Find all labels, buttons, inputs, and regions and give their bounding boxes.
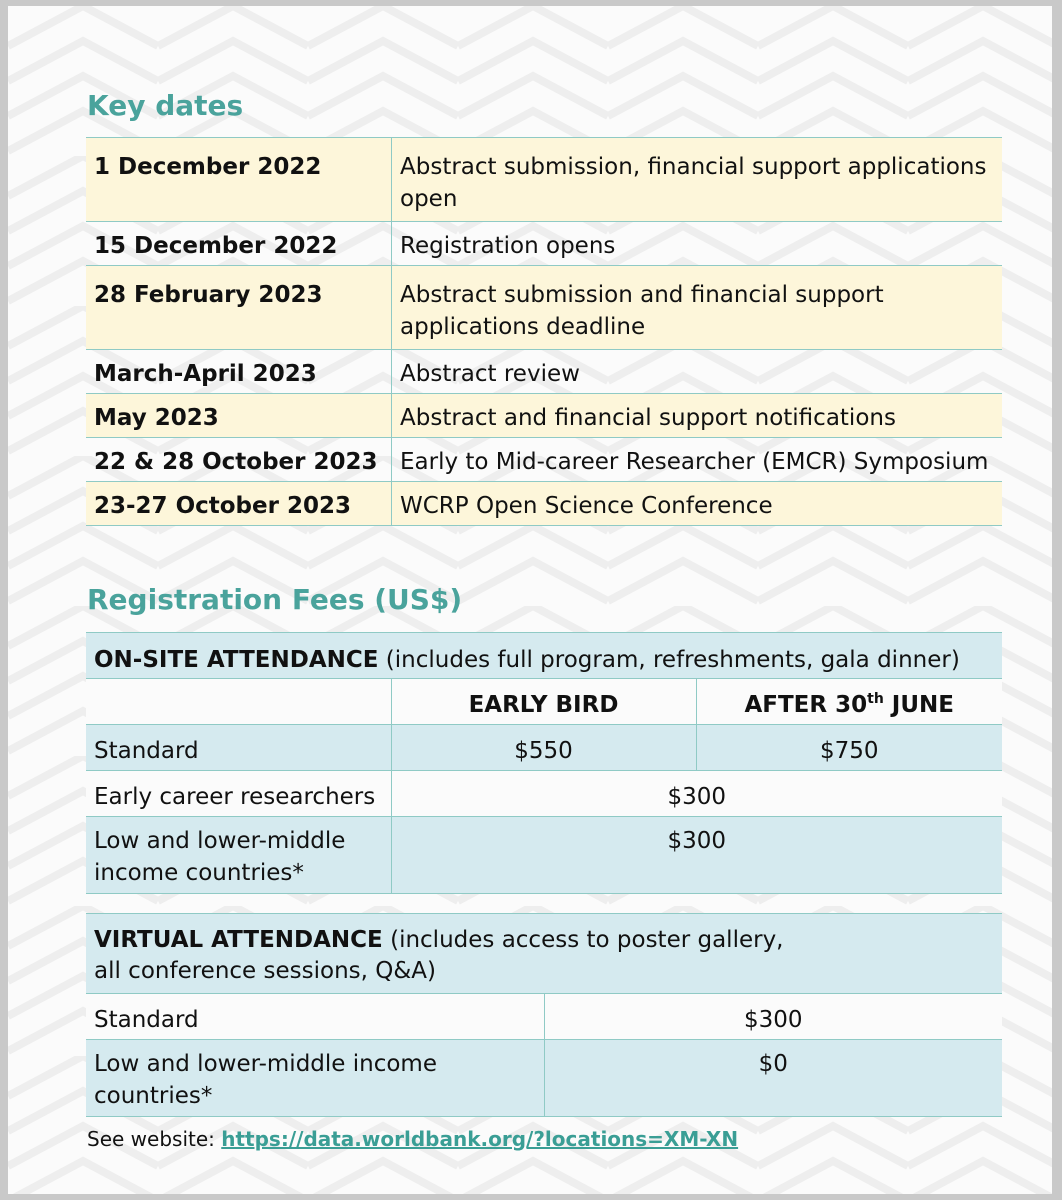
- date-cell: 15 December 2022: [86, 222, 392, 266]
- fee-value: $300: [391, 771, 1002, 817]
- fee-value: $300: [391, 817, 1002, 894]
- after-june-header: [696, 679, 1002, 725]
- fee-value: $550: [391, 725, 696, 771]
- website-note: [87, 1127, 738, 1151]
- event-cell: Abstract submission and financial support applications deadline: [392, 266, 1003, 350]
- after-june-prefix: AFTER 30: [744, 692, 868, 718]
- fee-label-line: income countries*: [94, 860, 304, 886]
- virtual-heading: [86, 914, 1002, 994]
- key-dates-title: Key dates: [87, 89, 244, 122]
- date-cell: May 2023: [86, 394, 392, 438]
- onsite-heading-row: [86, 633, 1002, 679]
- fee-label-line: Low and lower-middle income: [94, 1051, 437, 1077]
- table-row: [86, 771, 1002, 817]
- date-cell: March-April 2023: [86, 350, 392, 394]
- table-row: [86, 994, 1002, 1040]
- table-row: [86, 394, 1002, 438]
- table-row: [86, 138, 1002, 222]
- table-row: [86, 350, 1002, 394]
- fee-label: Standard: [86, 725, 391, 771]
- event-cell: Early to Mid-career Researcher (EMCR) Symposium: [392, 438, 1003, 482]
- virtual-heading-note: (includes access to poster gallery,: [382, 927, 784, 953]
- virtual-heading-label: VIRTUAL ATTENDANCE: [94, 927, 383, 953]
- virtual-fees-table: [86, 913, 1002, 1117]
- document-page: [8, 6, 1052, 1194]
- event-cell: Registration opens: [392, 222, 1003, 266]
- table-row: [86, 438, 1002, 482]
- table-row: [86, 817, 1002, 894]
- onsite-fees-table: [86, 632, 1002, 894]
- table-row: [86, 222, 1002, 266]
- key-dates-table: [86, 137, 1002, 526]
- virtual-heading-note-2: all conference sessions, Q&A): [94, 958, 437, 984]
- table-row: [86, 482, 1002, 526]
- after-june-sup: th: [867, 691, 884, 707]
- table-row: [86, 266, 1002, 350]
- event-cell: Abstract submission, financial support applications open: [392, 138, 1003, 222]
- table-row: [86, 1040, 1002, 1117]
- event-cell: Abstract and financial support notifications: [392, 394, 1003, 438]
- date-cell: 1 December 2022: [86, 138, 392, 222]
- date-cell: 28 February 2023: [86, 266, 392, 350]
- fee-label: [86, 817, 391, 894]
- table-row: [86, 725, 1002, 771]
- date-cell: 22 & 28 October 2023: [86, 438, 392, 482]
- website-link[interactable]: https://data.worldbank.org/?locations=XM-XN: [221, 1127, 739, 1151]
- onsite-heading-note: (includes full program, refreshments, gala dinner): [378, 647, 960, 673]
- website-prefix: See website:: [87, 1127, 222, 1151]
- event-cell: WCRP Open Science Conference: [392, 482, 1003, 526]
- early-bird-header: EARLY BIRD: [391, 679, 696, 725]
- fee-label-line: Low and lower-middle: [94, 828, 346, 854]
- onsite-heading: [86, 633, 1002, 679]
- fee-value: $750: [696, 725, 1002, 771]
- fee-label-line: countries*: [94, 1083, 213, 1109]
- fee-value: $300: [544, 994, 1002, 1040]
- after-june-suffix: JUNE: [883, 692, 954, 718]
- fee-label: Standard: [86, 994, 544, 1040]
- fee-value: $0: [544, 1040, 1002, 1117]
- registration-fees-title: Registration Fees (US$): [87, 583, 463, 616]
- virtual-heading-row: [86, 914, 1002, 994]
- fee-label: [86, 1040, 544, 1117]
- column-header-row: [86, 679, 1002, 725]
- onsite-heading-label: ON-SITE ATTENDANCE: [94, 647, 379, 673]
- date-cell: 23-27 October 2023: [86, 482, 392, 526]
- event-cell: Abstract review: [392, 350, 1003, 394]
- fee-label: Early career researchers: [86, 771, 391, 817]
- empty-header-cell: [86, 679, 391, 725]
